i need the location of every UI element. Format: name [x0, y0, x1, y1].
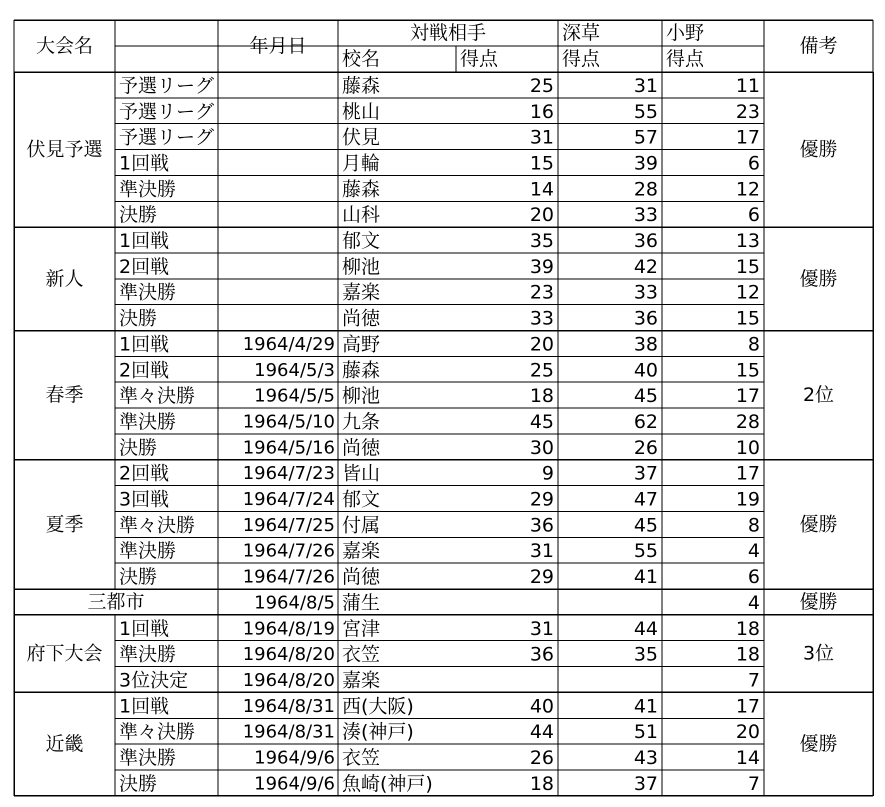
ono-score: 17 — [735, 126, 760, 149]
opponent-name: 嘉楽 — [342, 281, 381, 304]
ono-score: 12 — [735, 281, 760, 304]
opponent-name: 宮津 — [342, 617, 381, 640]
header-remarks: 備考 — [799, 35, 838, 57]
round-label: 1回戦 — [119, 230, 170, 253]
opponent-name: 魚崎(神戸) — [342, 772, 433, 795]
opponent-name: 藤森 — [342, 74, 381, 97]
ono-score: 4 — [747, 591, 760, 614]
opponent-score: 45 — [529, 410, 554, 433]
fukakusa-score: 35 — [633, 643, 658, 666]
opponent-name: 嘉楽 — [342, 540, 381, 563]
ono-score: 12 — [735, 178, 760, 201]
opponent-name: 山科 — [342, 204, 381, 227]
header-fukakusa: 深草 — [562, 22, 601, 44]
tournament-name: 府下大会 — [26, 642, 103, 665]
header-fukakusa-score: 得点 — [562, 48, 601, 70]
match-date: 1964/5/3 — [254, 359, 335, 381]
fukakusa-score: 31 — [633, 74, 658, 97]
opponent-score: 31 — [529, 540, 554, 563]
match-date: 1964/8/31 — [242, 721, 335, 743]
fukakusa-score: 44 — [633, 617, 658, 640]
round-label: 1回戦 — [119, 152, 170, 175]
fukakusa-score: 40 — [633, 359, 658, 382]
match-date: 1964/5/16 — [242, 437, 335, 459]
round-label: 予選リーグ — [119, 126, 215, 149]
match-date: 1964/7/26 — [242, 540, 335, 562]
fukakusa-score: 33 — [633, 281, 658, 304]
opponent-score: 25 — [529, 359, 554, 382]
opponent-name: 尚徳 — [342, 436, 381, 459]
match-date: 1964/5/10 — [242, 411, 335, 433]
ono-score: 18 — [735, 617, 760, 640]
opponent-score: 36 — [529, 514, 554, 537]
round-label: 準決勝 — [119, 643, 177, 666]
opponent-name: 皆山 — [342, 462, 381, 485]
fukakusa-score: 37 — [633, 462, 658, 485]
match-date: 1964/5/5 — [254, 385, 335, 407]
round-label: 2回戦 — [119, 359, 170, 382]
fukakusa-score: 42 — [633, 255, 658, 278]
match-date: 1964/8/19 — [242, 618, 335, 640]
opponent-score: 18 — [529, 385, 554, 408]
fukakusa-score: 39 — [633, 152, 658, 175]
match-date: 1964/8/20 — [242, 669, 335, 691]
opponent-score: 20 — [529, 333, 554, 356]
opponent-name: 高野 — [342, 333, 381, 356]
round-label: 1回戦 — [119, 333, 170, 356]
opponent-score: 36 — [529, 643, 554, 666]
opponent-score: 15 — [529, 152, 554, 175]
tournament-remark: 3位 — [802, 642, 835, 665]
ono-score: 15 — [735, 359, 760, 382]
opponent-name: 西(大阪) — [342, 695, 414, 718]
header-opponent-school: 校名 — [342, 48, 381, 70]
opponent-name: 藤森 — [342, 178, 381, 201]
tournament-name: 伏見予選 — [26, 138, 103, 161]
round-label: 決勝 — [119, 772, 158, 795]
match-date: 1964/7/26 — [242, 566, 335, 588]
round-label: 準決勝 — [119, 178, 177, 201]
opponent-name: 尚徳 — [342, 566, 381, 589]
opponent-score: 44 — [529, 721, 554, 744]
ono-score: 11 — [735, 74, 760, 97]
header-tournament: 大会名 — [35, 35, 94, 57]
ono-score: 17 — [735, 385, 760, 408]
opponent-name: 衣笠 — [342, 643, 381, 666]
tournament-name: 春季 — [45, 384, 84, 407]
round-label: 決勝 — [119, 204, 158, 227]
opponent-score: 29 — [529, 566, 554, 589]
ono-score: 15 — [735, 307, 760, 330]
opponent-score: 31 — [529, 126, 554, 149]
opponent-score: 39 — [529, 255, 554, 278]
ono-score: 20 — [735, 721, 760, 744]
ono-score: 17 — [735, 462, 760, 485]
tournament-remark: 優勝 — [799, 267, 838, 290]
round-label: 予選リーグ — [119, 100, 215, 123]
opponent-score: 23 — [529, 281, 554, 304]
round-label: 決勝 — [119, 566, 158, 589]
round-label: 1回戦 — [119, 617, 170, 640]
opponent-score: 33 — [529, 307, 554, 330]
match-date: 1964/4/29 — [242, 333, 335, 355]
ono-score: 8 — [747, 333, 760, 356]
tournament-name: 夏季 — [45, 513, 84, 536]
ono-score: 4 — [747, 540, 760, 563]
opponent-score: 14 — [529, 178, 554, 201]
opponent-name: 月輪 — [342, 152, 381, 175]
opponent-name: 柳池 — [342, 385, 381, 408]
fukakusa-score: 55 — [633, 100, 658, 123]
round-label: 1回戦 — [119, 695, 170, 718]
header-opponent-score: 得点 — [460, 48, 499, 70]
round-label: 準決勝 — [119, 281, 177, 304]
ono-score: 6 — [747, 152, 760, 175]
fukakusa-score: 33 — [633, 204, 658, 227]
opponent-score: 18 — [529, 772, 554, 795]
ono-score: 7 — [747, 669, 760, 692]
match-date: 1964/7/24 — [242, 489, 335, 511]
opponent-score: 16 — [529, 100, 554, 123]
opponent-score: 20 — [529, 204, 554, 227]
opponent-name: 柳池 — [342, 255, 381, 278]
opponent-name: 付属 — [342, 514, 381, 537]
fukakusa-score: 28 — [633, 178, 658, 201]
round-label: 3回戦 — [119, 488, 170, 511]
fukakusa-score: 47 — [633, 488, 658, 511]
opponent-name: 桃山 — [342, 100, 381, 123]
ono-score: 19 — [735, 488, 760, 511]
opponent-name: 尚徳 — [342, 307, 381, 330]
header-ono: 小野 — [666, 22, 705, 44]
round-label: 準々決勝 — [119, 514, 196, 537]
match-date: 1964/8/31 — [242, 695, 335, 717]
opponent-score: 31 — [529, 617, 554, 640]
ono-score: 15 — [735, 255, 760, 278]
fukakusa-score: 26 — [633, 436, 658, 459]
fukakusa-score: 55 — [633, 540, 658, 563]
match-date: 1964/7/25 — [242, 514, 335, 536]
fukakusa-score: 38 — [633, 333, 658, 356]
round-label: 2回戦 — [119, 462, 170, 485]
tournament-remark: 優勝 — [799, 513, 838, 536]
round-label: 準決勝 — [119, 747, 177, 770]
opponent-score: 9 — [541, 462, 554, 485]
round-label: 準々決勝 — [119, 721, 196, 744]
ono-score: 7 — [747, 772, 760, 795]
match-date: 1964/7/23 — [242, 463, 335, 485]
round-label: 準決勝 — [119, 540, 177, 563]
opponent-score: 26 — [529, 747, 554, 770]
match-date: 1964/8/20 — [242, 644, 335, 666]
ono-score: 8 — [747, 514, 760, 537]
tournament-name: 近畿 — [45, 733, 84, 756]
round-label: 準決勝 — [119, 410, 177, 433]
tournament-name: 三都市 — [87, 590, 145, 613]
tournament-remark: 優勝 — [799, 733, 838, 756]
header-ono-score: 得点 — [666, 48, 705, 70]
round-label: 準々決勝 — [119, 385, 196, 408]
fukakusa-score: 45 — [633, 514, 658, 537]
fukakusa-score: 43 — [633, 747, 658, 770]
opponent-name: 郁文 — [342, 230, 381, 253]
ono-score: 28 — [735, 410, 760, 433]
fukakusa-score: 45 — [633, 385, 658, 408]
opponent-name: 湊(神戸) — [342, 721, 414, 744]
opponent-name: 衣笠 — [342, 747, 381, 770]
round-label: 決勝 — [119, 436, 158, 459]
match-date: 1964/9/6 — [254, 773, 335, 795]
ono-score: 18 — [735, 643, 760, 666]
ono-score: 6 — [747, 566, 760, 589]
ono-score: 17 — [735, 695, 760, 718]
ono-score: 14 — [735, 747, 760, 770]
fukakusa-score: 37 — [633, 772, 658, 795]
ono-score: 13 — [735, 230, 760, 253]
opponent-name: 藤森 — [342, 359, 381, 382]
opponent-name: 郁文 — [342, 488, 381, 511]
fukakusa-score: 41 — [633, 566, 658, 589]
opponent-name: 伏見 — [342, 126, 381, 149]
tournament-name: 新人 — [45, 267, 84, 290]
opponent-score: 25 — [529, 74, 554, 97]
fukakusa-score: 36 — [633, 230, 658, 253]
ono-score: 10 — [735, 436, 760, 459]
fukakusa-score: 36 — [633, 307, 658, 330]
ono-score: 23 — [735, 100, 760, 123]
opponent-name: 嘉楽 — [342, 669, 381, 692]
header-opponent: 対戦相手 — [409, 22, 487, 44]
round-label: 3位決定 — [119, 669, 189, 692]
header-date: 年月日 — [249, 35, 307, 57]
opponent-score: 35 — [529, 230, 554, 253]
match-date: 1964/9/6 — [254, 747, 335, 769]
opponent-score: 30 — [529, 436, 554, 459]
round-label: 予選リーグ — [119, 74, 215, 97]
match-date: 1964/8/5 — [254, 592, 335, 614]
tournament-remark: 優勝 — [799, 138, 838, 161]
fukakusa-score: 62 — [633, 410, 658, 433]
opponent-name: 九条 — [342, 410, 381, 433]
fukakusa-score: 41 — [633, 695, 658, 718]
round-label: 2回戦 — [119, 255, 170, 278]
fukakusa-score: 57 — [633, 126, 658, 149]
fukakusa-score: 51 — [633, 721, 658, 744]
tournament-remark: 2位 — [802, 384, 835, 407]
opponent-score: 29 — [529, 488, 554, 511]
ono-score: 6 — [747, 204, 760, 227]
opponent-score: 40 — [529, 695, 554, 718]
opponent-name: 蒲生 — [342, 591, 381, 614]
tournament-remark: 優勝 — [799, 590, 838, 613]
round-label: 決勝 — [119, 307, 158, 330]
